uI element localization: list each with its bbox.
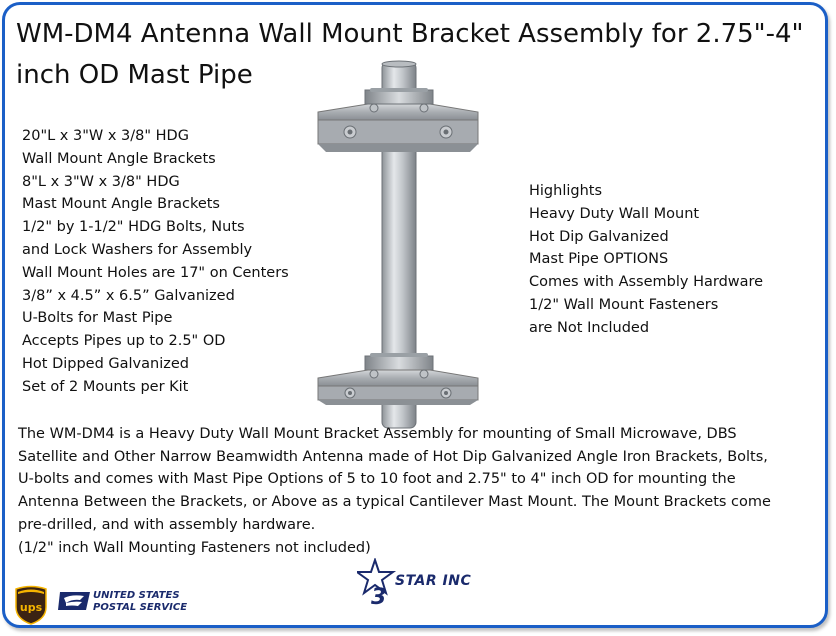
highlight-item: Hot Dip Galvanized: [529, 228, 669, 245]
spec-line: Set of 2 Mounts per Kit: [22, 378, 189, 395]
description-line: (1/2" inch Wall Mounting Fasteners not included): [18, 539, 371, 556]
highlight-item: Comes with Assembly Hardware: [529, 274, 764, 291]
usps-line-1: UNITED STATES: [93, 590, 180, 601]
highlight-item: 1/2" Wall Mount Fasteners: [529, 296, 719, 313]
wall-mount-illustration: [310, 60, 480, 430]
spec-line: 20"L x 3"W x 3/8" HDG: [22, 128, 189, 144]
highlight-item: Heavy Duty Wall Mount: [529, 205, 700, 222]
spec-line: Wall Mount Angle Brackets: [22, 150, 216, 167]
description-line: U-bolts and comes with Mast Pipe Options of 5 to 10 foot and 2.75" to 4" inch OD for mounting the: [18, 471, 736, 488]
description-line: The WM-DM4 is a Heavy Duty Wall Mount Bracket Assembly for mounting of Small Microwave, DBS: [18, 426, 737, 442]
description-line: pre-drilled, and with assembly hardware.: [18, 516, 316, 533]
product-description: [18, 423, 818, 559]
highlights-heading: Highlights: [529, 183, 603, 199]
spec-list: [22, 125, 322, 399]
usps-logo-text: [93, 590, 187, 614]
spec-line: 8"L x 3"W x 3/8" HDG: [22, 173, 180, 190]
highlight-item: Mast Pipe OPTIONS: [529, 251, 669, 268]
spec-line: Accepts Pipes up to 2.5" OD: [22, 333, 226, 350]
title-line-2: inch OD Mast Pipe: [16, 60, 253, 90]
spec-line: Wall Mount Holes are 17" on Centers: [22, 264, 289, 281]
spec-line: and Lock Washers for Assembly: [22, 241, 253, 258]
spec-line: 1/2" by 1-1/2" HDG Bolts, Nuts: [22, 219, 245, 236]
description-line: Satellite and Other Narrow Beamwidth Antenna made of Hot Dip Galvanized Angle Iron Brackets, Bolts,: [18, 448, 768, 465]
spec-line: Mast Mount Angle Brackets: [22, 196, 220, 213]
usps-eagle-icon: [58, 588, 92, 612]
spec-line: 3/8” x 4.5” x 6.5” Galvanized: [22, 287, 235, 304]
title-line-1: WM-DM4 Antenna Wall Mount Bracket Assembly for 2.75"-4": [16, 19, 804, 49]
star-logo-icon: [357, 558, 397, 606]
spec-line: U-Bolts for Mast Pipe: [22, 310, 173, 327]
highlight-item: are Not Included: [529, 319, 650, 336]
highlights-list: [529, 180, 809, 340]
bottom-bracket: [318, 353, 478, 405]
ups-logo-text: ups: [19, 601, 43, 614]
star-logo-number: 3: [371, 585, 387, 606]
ups-logo: [14, 585, 48, 625]
spec-line: Hot Dipped Galvanized: [22, 355, 189, 372]
star-logo-text: STAR INC: [395, 573, 472, 589]
description-line: Antenna Between the Brackets, or Above as a typical Cantilever Mast Mount. The Mount Brackets come: [18, 494, 771, 511]
usps-line-2: POSTAL SERVICE: [93, 602, 188, 613]
top-bracket: [318, 88, 478, 152]
